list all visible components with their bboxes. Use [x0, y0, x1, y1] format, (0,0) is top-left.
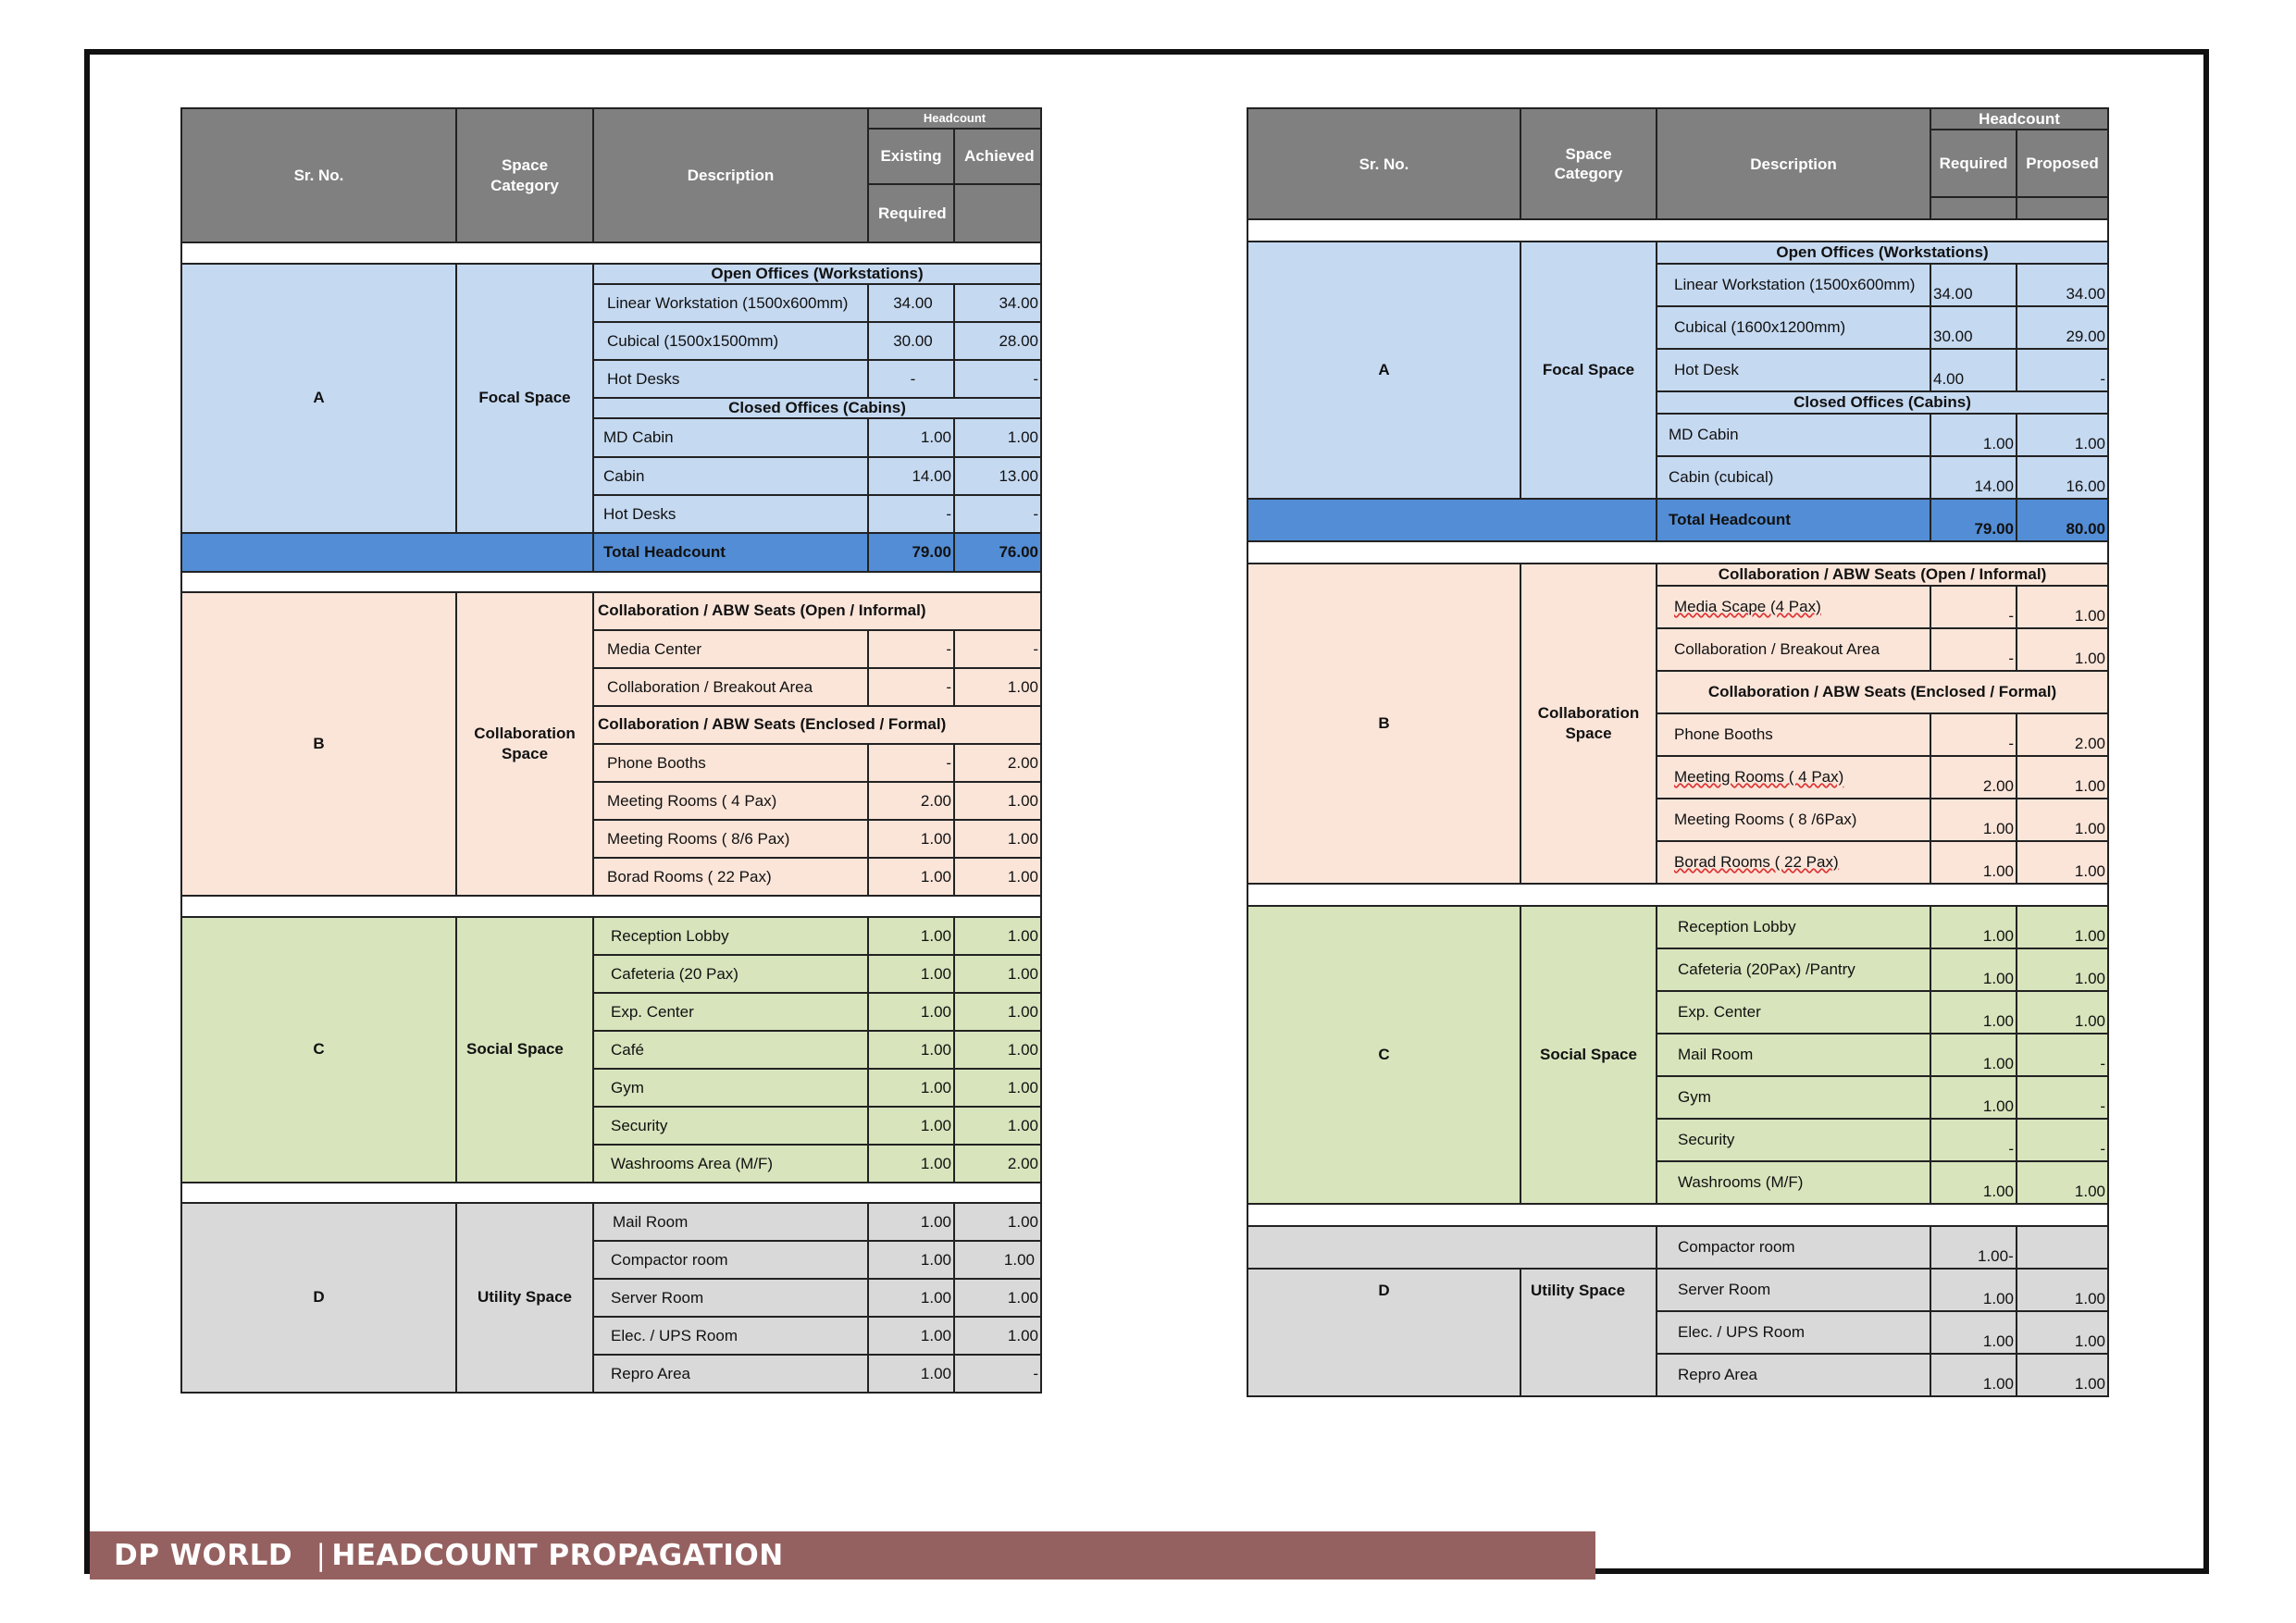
- total-headcount-label: Total Headcount: [1657, 499, 1930, 541]
- row-desc: Gym: [1657, 1076, 1930, 1119]
- row-proposed: -: [2017, 349, 2108, 391]
- row-existing: 1.00: [868, 917, 954, 955]
- row-desc: Linear Workstation (1500x600mm): [593, 284, 868, 322]
- row-desc: Hot Desk: [1657, 349, 1930, 391]
- row-desc: Borad Rooms ( 22 Pax): [593, 858, 868, 896]
- row-existing: -: [868, 495, 954, 533]
- row-desc: Gym: [593, 1069, 868, 1107]
- row-proposed: 1.00: [2017, 756, 2108, 799]
- row-existing: 1.00: [868, 1203, 954, 1241]
- header-blank: [1930, 197, 2017, 219]
- row-desc: Repro Area: [1657, 1354, 1930, 1396]
- section-label-b: B: [181, 592, 456, 896]
- row-existing: 1.00: [868, 1317, 954, 1355]
- row-existing: 34.00: [868, 284, 954, 322]
- row-existing: 1.00: [868, 1031, 954, 1069]
- row-achieved: 34.00: [954, 284, 1041, 322]
- spacer-row: [181, 1183, 1041, 1203]
- row-achieved: 1.00: [954, 858, 1041, 896]
- header-description: Description: [593, 108, 868, 242]
- row-required: 1.00: [1930, 991, 2017, 1034]
- row-proposed: 1.00: [2017, 628, 2108, 671]
- left-headcount-table: [180, 107, 1042, 1394]
- footer-brand: DP WORLD: [114, 1539, 293, 1572]
- spacer-row: [1247, 1204, 2108, 1226]
- header-proposed: Proposed: [2017, 130, 2108, 197]
- row-required: 14.00: [1930, 456, 2017, 499]
- row-existing: -: [868, 744, 954, 782]
- row-achieved: 1.00: [954, 993, 1041, 1031]
- row-desc: Security: [1657, 1119, 1930, 1161]
- section-category-a: Focal Space: [456, 264, 593, 533]
- row-desc: Meeting Rooms ( 4 Pax): [593, 782, 868, 820]
- section-category-d: Utility Space: [1520, 1269, 1657, 1396]
- right-headcount-table: [1247, 107, 2109, 1397]
- row-desc: MD Cabin: [1657, 414, 1930, 456]
- row-proposed: 2.00: [2017, 713, 2108, 756]
- spacer-row: [181, 572, 1041, 592]
- row-required: 30.00: [1930, 306, 2017, 349]
- header-achieved: Achieved: [954, 129, 1041, 184]
- subheading-collab-open: Collaboration / ABW Seats (Open / Informal): [593, 592, 1041, 630]
- total-achieved: 76.00: [954, 533, 1041, 572]
- row-achieved: 1.00: [954, 1279, 1041, 1317]
- row-desc: Collaboration / Breakout Area: [1657, 628, 1930, 671]
- row-achieved: -: [954, 1355, 1041, 1393]
- header-blank: [2017, 197, 2108, 219]
- subheading-closed-offices: Closed Offices (Cabins): [1657, 391, 2108, 414]
- header-description: Description: [1657, 108, 1930, 219]
- row-proposed: 34.00: [2017, 264, 2108, 306]
- row-required: 4.00: [1930, 349, 2017, 391]
- row-required: 1.00: [1930, 1269, 2017, 1311]
- row-existing: 1.00: [868, 955, 954, 993]
- row-required: 1.00: [1930, 1354, 2017, 1396]
- row-achieved: -: [954, 495, 1041, 533]
- row-existing: -: [868, 668, 954, 706]
- spacer-row: [1247, 884, 2108, 906]
- row-existing: 30.00: [868, 322, 954, 360]
- header-headcount: Headcount: [1930, 108, 2108, 130]
- section-category-a: Focal Space: [1520, 242, 1657, 499]
- row-existing: 14.00: [868, 457, 954, 495]
- row-required: 1.00: [1930, 906, 2017, 948]
- row-proposed: 1.00: [2017, 1161, 2108, 1204]
- row-desc: Mail Room: [1657, 1034, 1930, 1076]
- row-achieved: 1.00: [954, 418, 1041, 457]
- row-desc: Cubical (1500x1500mm): [593, 322, 868, 360]
- row-desc: Elec. / UPS Room: [1657, 1311, 1930, 1354]
- row-desc-text: Borad Rooms ( 22 Pax): [1674, 853, 1839, 872]
- row-proposed: 1.00: [2017, 799, 2108, 841]
- row-proposed: 1.00: [2017, 948, 2108, 991]
- row-achieved: -: [954, 630, 1041, 668]
- section-category-d: Utility Space: [456, 1203, 593, 1393]
- total-headcount-label: Total Headcount: [593, 533, 868, 572]
- row-required: 1.00: [1930, 414, 2017, 456]
- row-desc: Media Center: [593, 630, 868, 668]
- footer-banner: [90, 1531, 1595, 1580]
- row-achieved: 1.00: [954, 1317, 1041, 1355]
- row-desc: [1657, 756, 1930, 799]
- row-existing: 1.00: [868, 1279, 954, 1317]
- header-sr-no: Sr. No.: [181, 108, 456, 242]
- total-existing: 79.00: [868, 533, 954, 572]
- header-space-category: Space Category: [456, 108, 593, 242]
- row-proposed: 1.00: [2017, 1311, 2108, 1354]
- row-desc: Hot Desks: [593, 360, 868, 398]
- row-required: 1.00: [1930, 799, 2017, 841]
- total-row-spacer: [181, 533, 593, 572]
- spacer-row: [1247, 219, 2108, 242]
- row-desc: Washrooms Area (M/F): [593, 1145, 868, 1183]
- row-proposed: [2017, 1226, 2108, 1269]
- header-sr-no: Sr. No.: [1247, 108, 1520, 219]
- section-label-d: D: [181, 1203, 456, 1393]
- row-proposed: -: [2017, 1034, 2108, 1076]
- row-existing: 1.00: [868, 1241, 954, 1279]
- row-achieved: 13.00: [954, 457, 1041, 495]
- row-required: 1.00: [1930, 1034, 2017, 1076]
- row-achieved: 1.00: [954, 668, 1041, 706]
- total-row-spacer: [1247, 499, 1657, 541]
- row-desc: Meeting Rooms ( 8/6 Pax): [593, 820, 868, 858]
- row-achieved: 1.00: [954, 1107, 1041, 1145]
- section-label-a: A: [181, 264, 456, 533]
- row-required: -: [1930, 628, 2017, 671]
- row-desc: Cabin (cubical): [1657, 456, 1930, 499]
- row-desc: Security: [593, 1107, 868, 1145]
- row-existing: 1.00: [868, 858, 954, 896]
- row-existing: 1.00: [868, 1107, 954, 1145]
- subheading-open-offices: Open Offices (Workstations): [1657, 242, 2108, 264]
- row-achieved: 28.00: [954, 322, 1041, 360]
- row-required: -: [1930, 1119, 2017, 1161]
- row-required: 1.00: [1930, 841, 2017, 884]
- row-desc: Mail Room: [593, 1203, 868, 1241]
- row-proposed: 16.00: [2017, 456, 2108, 499]
- row-desc: Meeting Rooms ( 8 /6Pax): [1657, 799, 1930, 841]
- row-desc: Server Room: [593, 1279, 868, 1317]
- row-achieved: 1.00: [954, 1241, 1041, 1279]
- row-required: 1.00: [1930, 1076, 2017, 1119]
- row-required: 1.00: [1930, 1311, 2017, 1354]
- row-existing: -: [868, 360, 954, 398]
- total-required: 79.00: [1930, 499, 2017, 541]
- subheading-collab-open: Collaboration / ABW Seats (Open / Informal): [1657, 564, 2108, 586]
- row-desc-text: Meeting Rooms ( 4 Pax): [1674, 768, 1844, 787]
- row-proposed: -: [2017, 1119, 2108, 1161]
- spacer-row: [181, 896, 1041, 917]
- row-achieved: 1.00: [954, 820, 1041, 858]
- row-achieved: -: [954, 360, 1041, 398]
- row-achieved: 1.00: [954, 955, 1041, 993]
- row-existing: -: [868, 630, 954, 668]
- row-proposed: 1.00: [2017, 414, 2108, 456]
- row-achieved: 2.00: [954, 744, 1041, 782]
- spacer-row: [1247, 541, 2108, 564]
- row-desc: Exp. Center: [593, 993, 868, 1031]
- row-proposed: 1.00: [2017, 991, 2108, 1034]
- row-desc: Cafeteria (20 Pax): [593, 955, 868, 993]
- row-existing: 1.00: [868, 993, 954, 1031]
- section-label-a: A: [1247, 242, 1520, 499]
- row-required: 1.00: [1930, 948, 2017, 991]
- header-space-category: Space Category: [1520, 108, 1657, 219]
- row-desc: Repro Area: [593, 1355, 868, 1393]
- row-desc: Server Room: [1657, 1269, 1930, 1311]
- subheading-open-offices: Open Offices (Workstations): [593, 264, 1041, 284]
- section-label-c: C: [181, 917, 456, 1183]
- row-desc: Cafeteria (20Pax) /Pantry: [1657, 948, 1930, 991]
- footer-title: HEADCOUNT PROPAGATION: [331, 1539, 784, 1572]
- section-label-c: C: [1247, 906, 1520, 1204]
- section-label-b: B: [1247, 564, 1520, 884]
- row-desc: Compactor room: [1657, 1226, 1930, 1269]
- row-desc-text: Media Scape (4 Pax): [1674, 598, 1821, 616]
- header-blank: [954, 184, 1041, 242]
- row-desc: MD Cabin: [593, 418, 868, 457]
- row-required: 2.00: [1930, 756, 2017, 799]
- row-achieved: 1.00: [954, 1069, 1041, 1107]
- subheading-collab-enclosed: Collaboration / ABW Seats (Enclosed / Formal): [1657, 671, 2108, 713]
- row-desc: Hot Desks: [593, 495, 868, 533]
- row-existing: 1.00: [868, 1069, 954, 1107]
- row-proposed: 1.00: [2017, 1354, 2108, 1396]
- header-required: Required: [868, 184, 954, 242]
- row-achieved: 2.00: [954, 1145, 1041, 1183]
- section-category-c: Social Space: [456, 917, 593, 1183]
- row-proposed: -: [2017, 1076, 2108, 1119]
- row-existing: 2.00: [868, 782, 954, 820]
- row-desc: Reception Lobby: [1657, 906, 1930, 948]
- row-proposed: 29.00: [2017, 306, 2108, 349]
- section-category-b: Collaboration Space: [456, 592, 593, 896]
- row-proposed: 1.00: [2017, 841, 2108, 884]
- row-desc: Phone Booths: [1657, 713, 1930, 756]
- row-proposed: 1.00: [2017, 906, 2108, 948]
- row-desc: Compactor room: [593, 1241, 868, 1279]
- row-desc: Linear Workstation (1500x600mm): [1657, 264, 1930, 306]
- row-achieved: 1.00: [954, 1031, 1041, 1069]
- row-achieved: 1.00: [954, 917, 1041, 955]
- section-d-top-blank: [1247, 1226, 1657, 1269]
- row-achieved: 1.00: [954, 1203, 1041, 1241]
- row-desc: [1657, 586, 1930, 628]
- row-existing: 1.00: [868, 418, 954, 457]
- row-desc: Cabin: [593, 457, 868, 495]
- footer-separator: |: [316, 1539, 327, 1572]
- row-required: 34.00: [1930, 264, 2017, 306]
- row-desc: Collaboration / Breakout Area: [593, 668, 868, 706]
- header-existing: Existing: [868, 129, 954, 184]
- row-required: 1.00-: [1930, 1226, 2017, 1269]
- row-desc: Elec. / UPS Room: [593, 1317, 868, 1355]
- row-proposed: 1.00: [2017, 1269, 2108, 1311]
- row-existing: 1.00: [868, 1145, 954, 1183]
- row-achieved: 1.00: [954, 782, 1041, 820]
- row-required: -: [1930, 586, 2017, 628]
- spacer-row: [181, 242, 1041, 264]
- row-desc: Café: [593, 1031, 868, 1069]
- section-label-d: D: [1247, 1269, 1520, 1396]
- row-desc: Washrooms (M/F): [1657, 1161, 1930, 1204]
- row-desc: Reception Lobby: [593, 917, 868, 955]
- row-desc: Phone Booths: [593, 744, 868, 782]
- header-headcount: Headcount: [868, 108, 1041, 129]
- subheading-closed-offices: Closed Offices (Cabins): [593, 398, 1041, 418]
- row-desc: Cubical (1600x1200mm): [1657, 306, 1930, 349]
- row-required: 1.00: [1930, 1161, 2017, 1204]
- subheading-collab-enclosed: Collaboration / ABW Seats (Enclosed / Formal): [593, 706, 1041, 744]
- header-required: Required: [1930, 130, 2017, 197]
- row-required: -: [1930, 713, 2017, 756]
- row-desc: Exp. Center: [1657, 991, 1930, 1034]
- row-desc: [1657, 841, 1930, 884]
- row-existing: 1.00: [868, 1355, 954, 1393]
- row-proposed: 1.00: [2017, 586, 2108, 628]
- section-category-c: Social Space: [1520, 906, 1657, 1204]
- section-category-b: Collaboration Space: [1520, 564, 1657, 884]
- row-existing: 1.00: [868, 820, 954, 858]
- total-proposed: 80.00: [2017, 499, 2108, 541]
